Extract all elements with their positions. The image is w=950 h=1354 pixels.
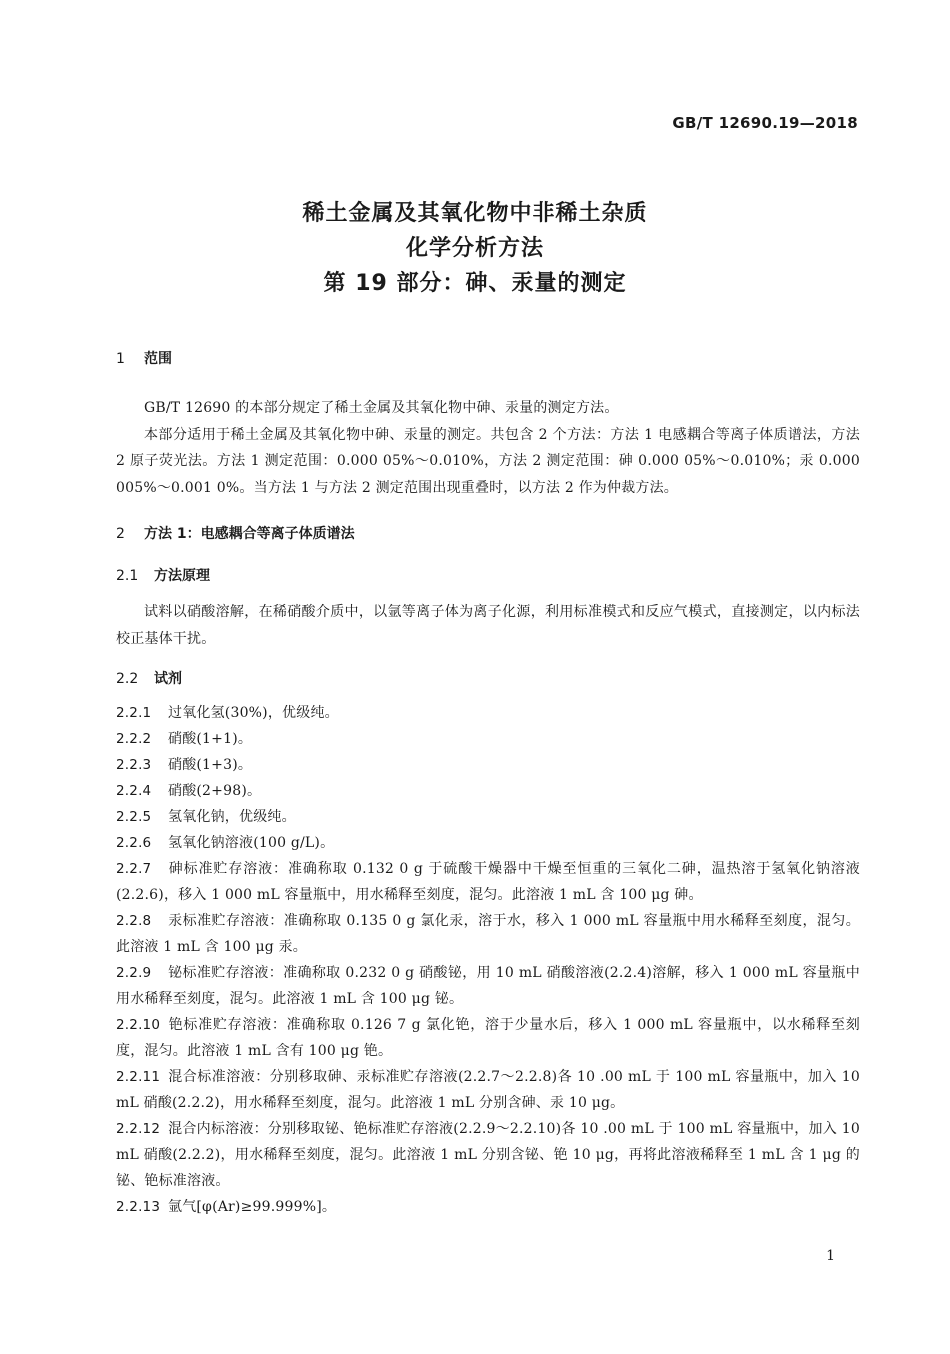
- section-title: 方法原理: [154, 568, 210, 584]
- list-item: [116, 1194, 860, 1220]
- section-1-heading: [116, 348, 860, 368]
- item-number: 2.2.8: [116, 913, 152, 929]
- section-2-2-heading: [116, 668, 860, 688]
- section-title: 范围: [144, 351, 172, 367]
- section-title: 方法 1：电感耦合等离子体质谱法: [144, 526, 355, 542]
- title-line-1: 稀土金属及其氧化物中非稀土杂质: [302, 201, 648, 226]
- list-item: [116, 1064, 860, 1116]
- list-item: [116, 804, 860, 830]
- list-item: [116, 830, 860, 856]
- item-number: 2.2.10: [116, 1017, 161, 1033]
- section-number: 2: [116, 526, 125, 542]
- list-item: [116, 726, 860, 752]
- item-number: 2.2.5: [116, 809, 152, 825]
- item-text: 混合内标溶液：分别移取铋、铯标准贮存溶液(2.2.9～2.2.10)各 10 .00 mL 于 100 mL 容量瓶中，加入 10 mL 硝酸(2.2.2)，用水稀释至刻度，混匀。此溶液 1 mL 分别含铋、铯 10 μg，再将此溶液稀释至 1 mL 含 1 μg 的铋、铯标准溶液。: [116, 1121, 860, 1189]
- section-number: 2.1: [116, 568, 139, 584]
- item-number: 2.2.2: [116, 731, 152, 747]
- item-text: 砷标准贮存溶液：准确称取 0.132 0 g 于硫酸干燥器中干燥至恒重的三氧化二砷，温热溶于氢氧化钠溶液(2.2.6)，移入 1 000 mL 容量瓶中，用水稀释至刻度，混匀。此溶液 1 mL 含 100 μg 砷。: [116, 861, 860, 903]
- list-item: [116, 752, 860, 778]
- principle-paragraph: 试料以硝酸溶解，在稀硝酸介质中，以氩等离子体为离子化源，利用标准模式和反应气模式，直接测定，以内标法校正基体干扰。: [116, 604, 860, 647]
- section-number: 1: [116, 351, 125, 367]
- item-number: 2.2.13: [116, 1199, 161, 1215]
- item-number: 2.2.6: [116, 835, 152, 851]
- item-text: 硝酸(2+98)。: [168, 783, 262, 799]
- section-number: 2.2: [116, 671, 139, 687]
- item-number: 2.2.1: [116, 705, 152, 721]
- list-item: [116, 700, 860, 726]
- section-title: 试剂: [154, 671, 182, 687]
- item-text: 氩气[φ(Ar)≥99.999%]。: [168, 1199, 337, 1215]
- item-text: 过氧化氢(30%)，优级纯。: [168, 705, 339, 721]
- item-text: 氢氧化钠，优级纯。: [168, 809, 296, 825]
- item-number: 2.2.3: [116, 757, 152, 773]
- title-line-3: 第 19 部分：砷、汞量的测定: [323, 271, 627, 296]
- document-body: [116, 340, 860, 1220]
- title-line-2: 化学分析方法: [405, 236, 544, 261]
- scope-paragraph-2: 本部分适用于稀土金属及其氧化物中砷、汞量的测定。共包含 2 个方法：方法 1 电感耦合等离子体质谱法，方法 2 原子荧光法。方法 1 测定范围：0.000 05%～0.010%，方法 2 测定范围：砷 0.000 05%～0.010%；汞 0.000 005%～0.001 0%。当方法 1 与方法 2 测定范围出现重叠时，以方法 2 作为仲裁方法。: [116, 426, 860, 496]
- item-text: 硝酸(1+1)。: [168, 731, 253, 747]
- list-item: [116, 778, 860, 804]
- list-item: [116, 856, 860, 908]
- page-number: 1: [826, 1248, 835, 1264]
- item-number: 2.2.9: [116, 965, 152, 981]
- item-text: 铯标准贮存溶液：准确称取 0.126 7 g 氯化铯，溶于少量水后，移入 1 000 mL 容量瓶中，以水稀释至刻度，混匀。此溶液 1 mL 含有 100 μg 铯。: [116, 1017, 860, 1059]
- item-text: 铋标准贮存溶液：准确称取 0.232 0 g 硝酸铋，用 10 mL 硝酸溶液(2.2.4)溶解，移入 1 000 mL 容量瓶中用水稀释至刻度，混匀。此溶液 1 mL 含 100 μg 铋。: [116, 965, 860, 1007]
- item-text: 硝酸(1+3)。: [168, 757, 253, 773]
- scope-paragraph-1: GB/T 12690 的本部分规定了稀土金属及其氧化物中砷、汞量的测定方法。: [144, 400, 619, 416]
- section-2-1-heading: [116, 565, 860, 585]
- item-number: 2.2.7: [116, 861, 152, 877]
- item-text: 混合标准溶液：分别移取砷、汞标准贮存溶液(2.2.7～2.2.8)各 10 .00 mL 于 100 mL 容量瓶中，加入 10 mL 硝酸(2.2.2)，用水稀释至刻度，混匀。此溶液 1 mL 分别含砷、汞 10 μg。: [116, 1069, 860, 1111]
- list-item: [116, 908, 860, 960]
- section-2-heading: [116, 523, 860, 543]
- item-number: 2.2.4: [116, 783, 152, 799]
- item-number: 2.2.12: [116, 1121, 161, 1137]
- document-title: [0, 196, 950, 301]
- item-number: 2.2.11: [116, 1069, 161, 1085]
- item-text: 氢氧化钠溶液(100 g/L)。: [168, 835, 335, 851]
- reagent-list: [116, 700, 860, 1220]
- list-item: [116, 1012, 860, 1064]
- item-text: 汞标准贮存溶液：准确称取 0.135 0 g 氯化汞，溶于水，移入 1 000 mL 容量瓶中用水稀释至刻度，混匀。此溶液 1 mL 含 100 μg 汞。: [116, 913, 860, 955]
- list-item: [116, 1116, 860, 1194]
- standard-code: GB/T 12690.19—2018: [672, 114, 858, 132]
- list-item: [116, 960, 860, 1012]
